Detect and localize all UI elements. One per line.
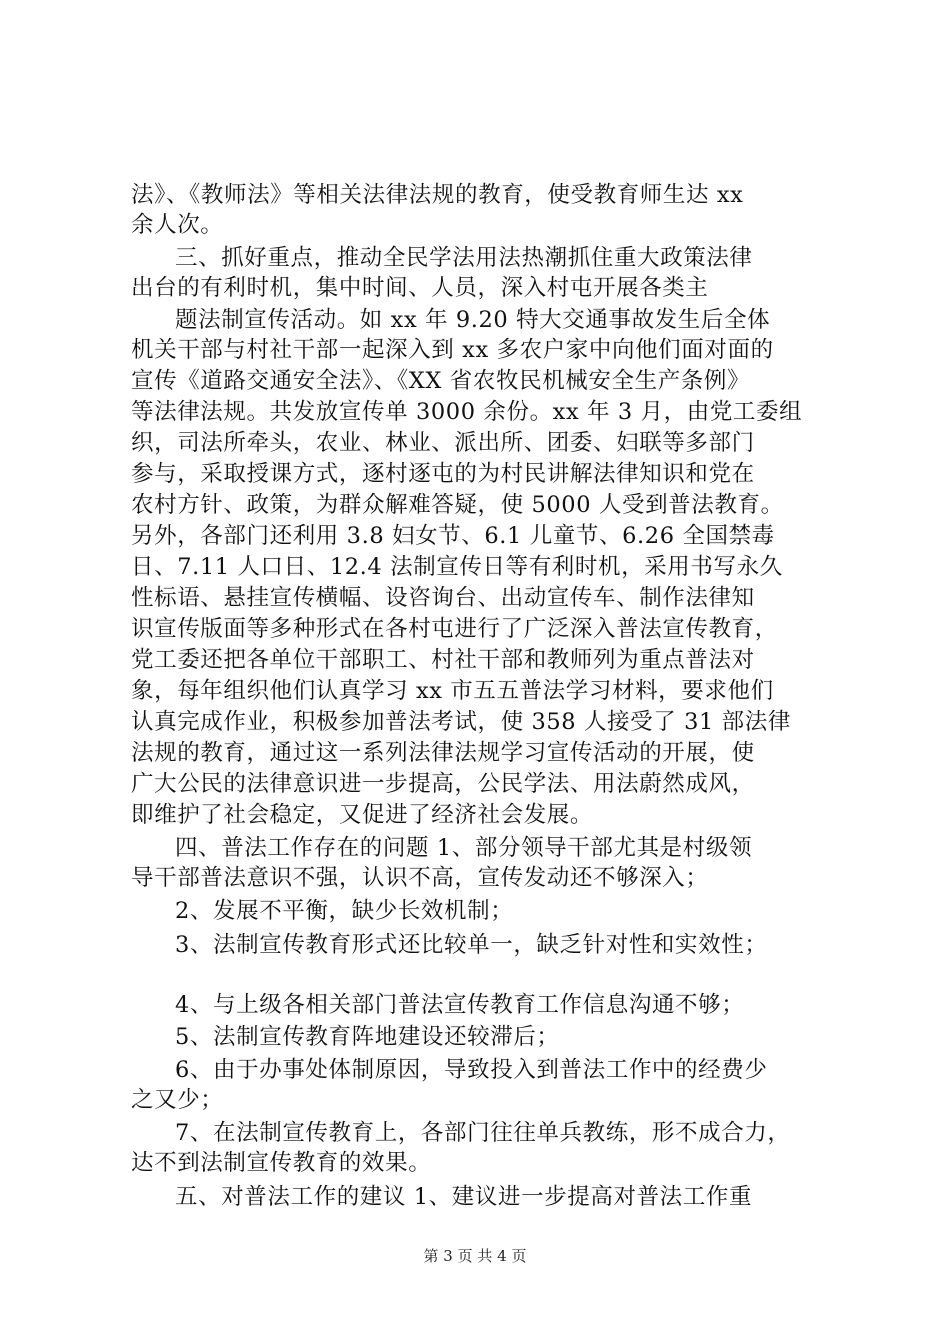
- list-item: 5、法制宣传教育阵地建设还较滞后；: [175, 1024, 560, 1050]
- list-item: 7、在法制宣传教育上，各部门往往单兵教练，形不成合力，: [175, 1120, 791, 1146]
- text-line: 参与，采取授课方式，逐村逐屯的为村民讲解法律知识和党在: [131, 461, 755, 487]
- text-line: 等法律法规。共发放宣传单 3000 余份。xx 年 3 月，由党工委组: [131, 399, 803, 425]
- text-line: 党工委还把各单位干部职工、村社干部和教师列为重点普法对: [131, 647, 755, 673]
- text-line: 导干部普法意识不强，认识不高，宣传发动还不够深入；: [131, 865, 709, 891]
- text-line: 宣传《道路交通安全法》、《XX 省农牧民机械安全生产条例》: [131, 368, 751, 394]
- list-item: 6、由于办事处体制原因，导致投入到普法工作中的经费少: [175, 1057, 768, 1083]
- text-line: 即维护了社会稳定，又促进了经济社会发展。: [131, 802, 594, 828]
- text-line: 余人次。: [131, 212, 224, 238]
- text-line: 农村方针、政策，为群众解难答疑，使 5000 人受到普法教育。: [131, 492, 784, 518]
- text-line: 识宣传版面等多种形式在各村屯进行了广泛深入普法宣传教育，: [131, 616, 778, 642]
- page-number: 第 3 页 共 4 页: [423, 1247, 527, 1265]
- text-line: 题法制宣传活动。如 xx 年 9.20 特大交通事故发生后全体: [175, 307, 771, 333]
- paragraph-heading-4: 四、普法工作存在的问题 1、部分领导干部尤其是村级领: [175, 835, 753, 861]
- paragraph-heading-5: 五、对普法工作的建议 1、建议进一步提高对普法工作重: [175, 1184, 753, 1210]
- text-line: 广大公民的法律意识进一步提高，公民学法、用法蔚然成风，: [131, 771, 755, 797]
- text-line: 法》、《教师法》等相关法律法规的教育，使受教育师生达 xx: [131, 182, 744, 208]
- list-item: 3、法制宣传教育形式还比较单一，缺乏针对性和实效性；: [175, 932, 768, 958]
- paragraph-heading-3: 三、抓好重点，推动全民学法用法热潮抓住重大政策法律: [175, 245, 753, 271]
- list-item: 4、与上级各相关部门普法宣传教育工作信息沟通不够；: [175, 992, 745, 1018]
- text-line: 之又少；: [131, 1087, 224, 1113]
- text-line: 性标语、悬挂宣传横幅、设咨询台、出动宣传车、制作法律知: [131, 585, 755, 611]
- text-line: 出台的有利时机，集中时间、人员，深入村屯开展各类主: [131, 275, 709, 301]
- list-item: 2、发展不平衡，缺少长效机制；: [175, 898, 514, 924]
- text-line: 织，司法所牵头，农业、林业、派出所、团委、妇联等多部门: [131, 430, 755, 456]
- text-line: 认真完成作业，积极参加普法考试，使 358 人接受了 31 部法律: [131, 709, 791, 735]
- text-line: 象，每年组织他们认真学习 xx 市五五普法学习材料，要求他们: [131, 678, 774, 704]
- text-line: 法规的教育，通过这一系列法律法规学习宣传活动的开展，使: [131, 740, 755, 766]
- text-line: 达不到法制宣传教育的效果。: [131, 1150, 432, 1176]
- text-line: 机关干部与村社干部一起深入到 xx 多农户家中向他们面对面的: [131, 337, 774, 363]
- text-line: 日、7.11 人口日、12.4 法制宣传日等有利时机，采用书写永久: [131, 554, 783, 580]
- text-line: 另外，各部门还利用 3.8 妇女节、6.1 儿童节、6.26 全国禁毒: [131, 523, 775, 549]
